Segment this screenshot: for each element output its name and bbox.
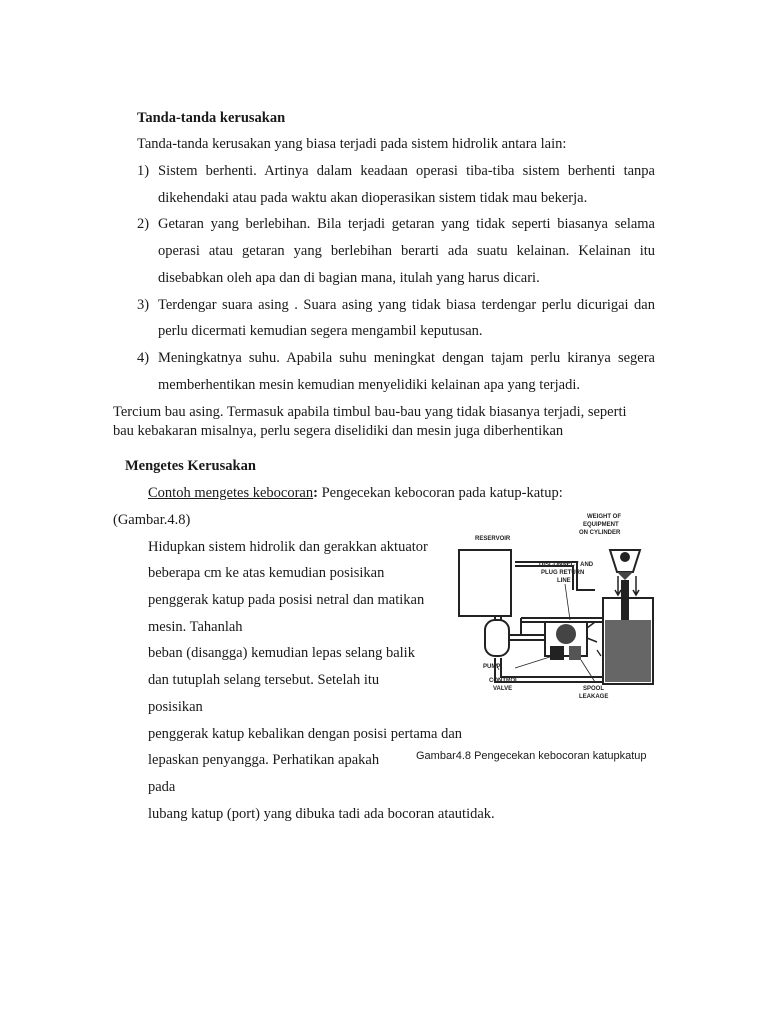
list-line: dikehendaki atau pada waktu akan dioperasikan sistem tidak mau bekerja. [158,190,588,206]
list-number: 1) [137,163,150,179]
label-weight-2: EQUIPMENT [583,522,619,528]
paragraph-line: lubang katup (port) yang dibuka tadi ada bocoran atautidak. [148,806,495,822]
list-item-text: Suara asing yang tidak biasa terdengar perlu dicurigai dan [297,297,655,313]
paragraph-line: posisikan [148,699,203,715]
example-line [148,485,563,502]
reservoir-tank [459,550,511,616]
list-line: memberhentikan mesin kemudian menyelidiki kelainan apa yang terjadi. [158,377,580,393]
list-number: 2) [137,216,150,232]
pump [485,620,509,656]
smell-text: . Termasuk apabila timbul bau-bau yang tidak biasanya terjadi, seperti [219,404,627,420]
list-item-title: Terdengar suara asing . [158,297,298,313]
list-line: disebabkan oleh apa dan di bagian mana, itulah yang harus dicari. [158,270,540,286]
label-spool-2: LEAKAGE [579,694,609,700]
figure-caption: Gambar4.8 Pengecekan kebocoran katupkatup [416,750,647,762]
paragraph-line: pada [148,779,176,795]
list-line: operasi atau getaran yang berlebihan berarti ada suatu kelainan. Kelainan itu [158,243,655,259]
label-control-valve-2: VALVE [493,686,513,692]
list-number: 4) [137,350,150,366]
label-disconnect-3: LINE [557,578,571,584]
paragraph-line: mesin. Tahanlah [148,619,243,635]
label-weight-3: ON CYLINDER [579,530,621,536]
cylinder [603,550,653,684]
paragraph-line: penggerak katup kebalikan dengan posisi pertama dan [148,726,463,742]
gambar-reference: (Gambar.4.8) [113,512,191,528]
list-item-text: Bila terjadi getaran yang tidak seperti biasanya selama [310,216,655,232]
list-line [158,216,655,233]
smell-paragraph-line1 [113,404,627,421]
list-line [158,163,655,180]
smell-paragraph-line2: bau kebakaran misalnya, perlu segera diselidiki dan mesin juga diberhentikan [113,423,564,439]
paragraph-line: dan tutuplah selang tersebut. Setelah itu [148,672,380,688]
list-item-text: Apabila suhu meningkat dengan tajam perlu kiranya segera [279,350,655,366]
list-item-title: Meningkatnya suhu. [158,350,280,366]
list-number: 3) [137,297,150,313]
example-text: Pengecekan kebocoran pada katup-katup: [317,485,563,501]
list-line [158,350,655,367]
label-reservoir: RESERVOIR [475,536,511,542]
list-item-text: Artinya dalam keadaan operasi tiba-tiba sistem berhenti tanpa [256,163,655,179]
paragraph-line: penggerak katup pada posisi netral dan matikan [148,592,425,608]
label-weight-1: WEIGHT OF [587,514,621,520]
intro-text: Tanda-tanda kerusakan yang biasa terjadi pada sistem hidrolik antara lain: [137,136,567,152]
control-valve [545,622,610,673]
list-line [158,297,655,314]
paragraph-line: beban (disangga) kemudian lepas selang balik [148,645,415,661]
list-line: perlu dicermati kemudian segera mengambil keputusan. [158,323,483,339]
list-item-title: Sistem berhenti. [158,163,257,179]
hydraulic-diagram [455,510,655,710]
section-heading-tanda: Tanda-tanda kerusakan [137,110,286,126]
example-link[interactable]: Contoh mengetes kebocoran [148,485,314,501]
label-control-valve-1: CONTROL [489,678,519,684]
example-colon: : [313,485,318,501]
label-disconnect-2: PLUG RETURN [541,570,585,576]
paragraph-line: lepaskan penyangga. Perhatikan apakah [148,752,380,768]
section-heading-mengetes: Mengetes Kerusakan [125,458,256,474]
smell-title: Tercium bau asing [113,404,220,420]
list-item-title: Getaran yang berlebihan. [158,216,311,232]
paragraph-line: beberapa cm ke atas kemudian posisikan [148,565,385,581]
paragraph-line: Hidupkan sistem hidrolik dan gerakkan aktuator [148,539,428,555]
label-spool-1: SPOOL [583,686,605,692]
label-disconnect-1: DISCONNECT AND [539,562,594,568]
label-pump: PUMP [483,664,501,670]
